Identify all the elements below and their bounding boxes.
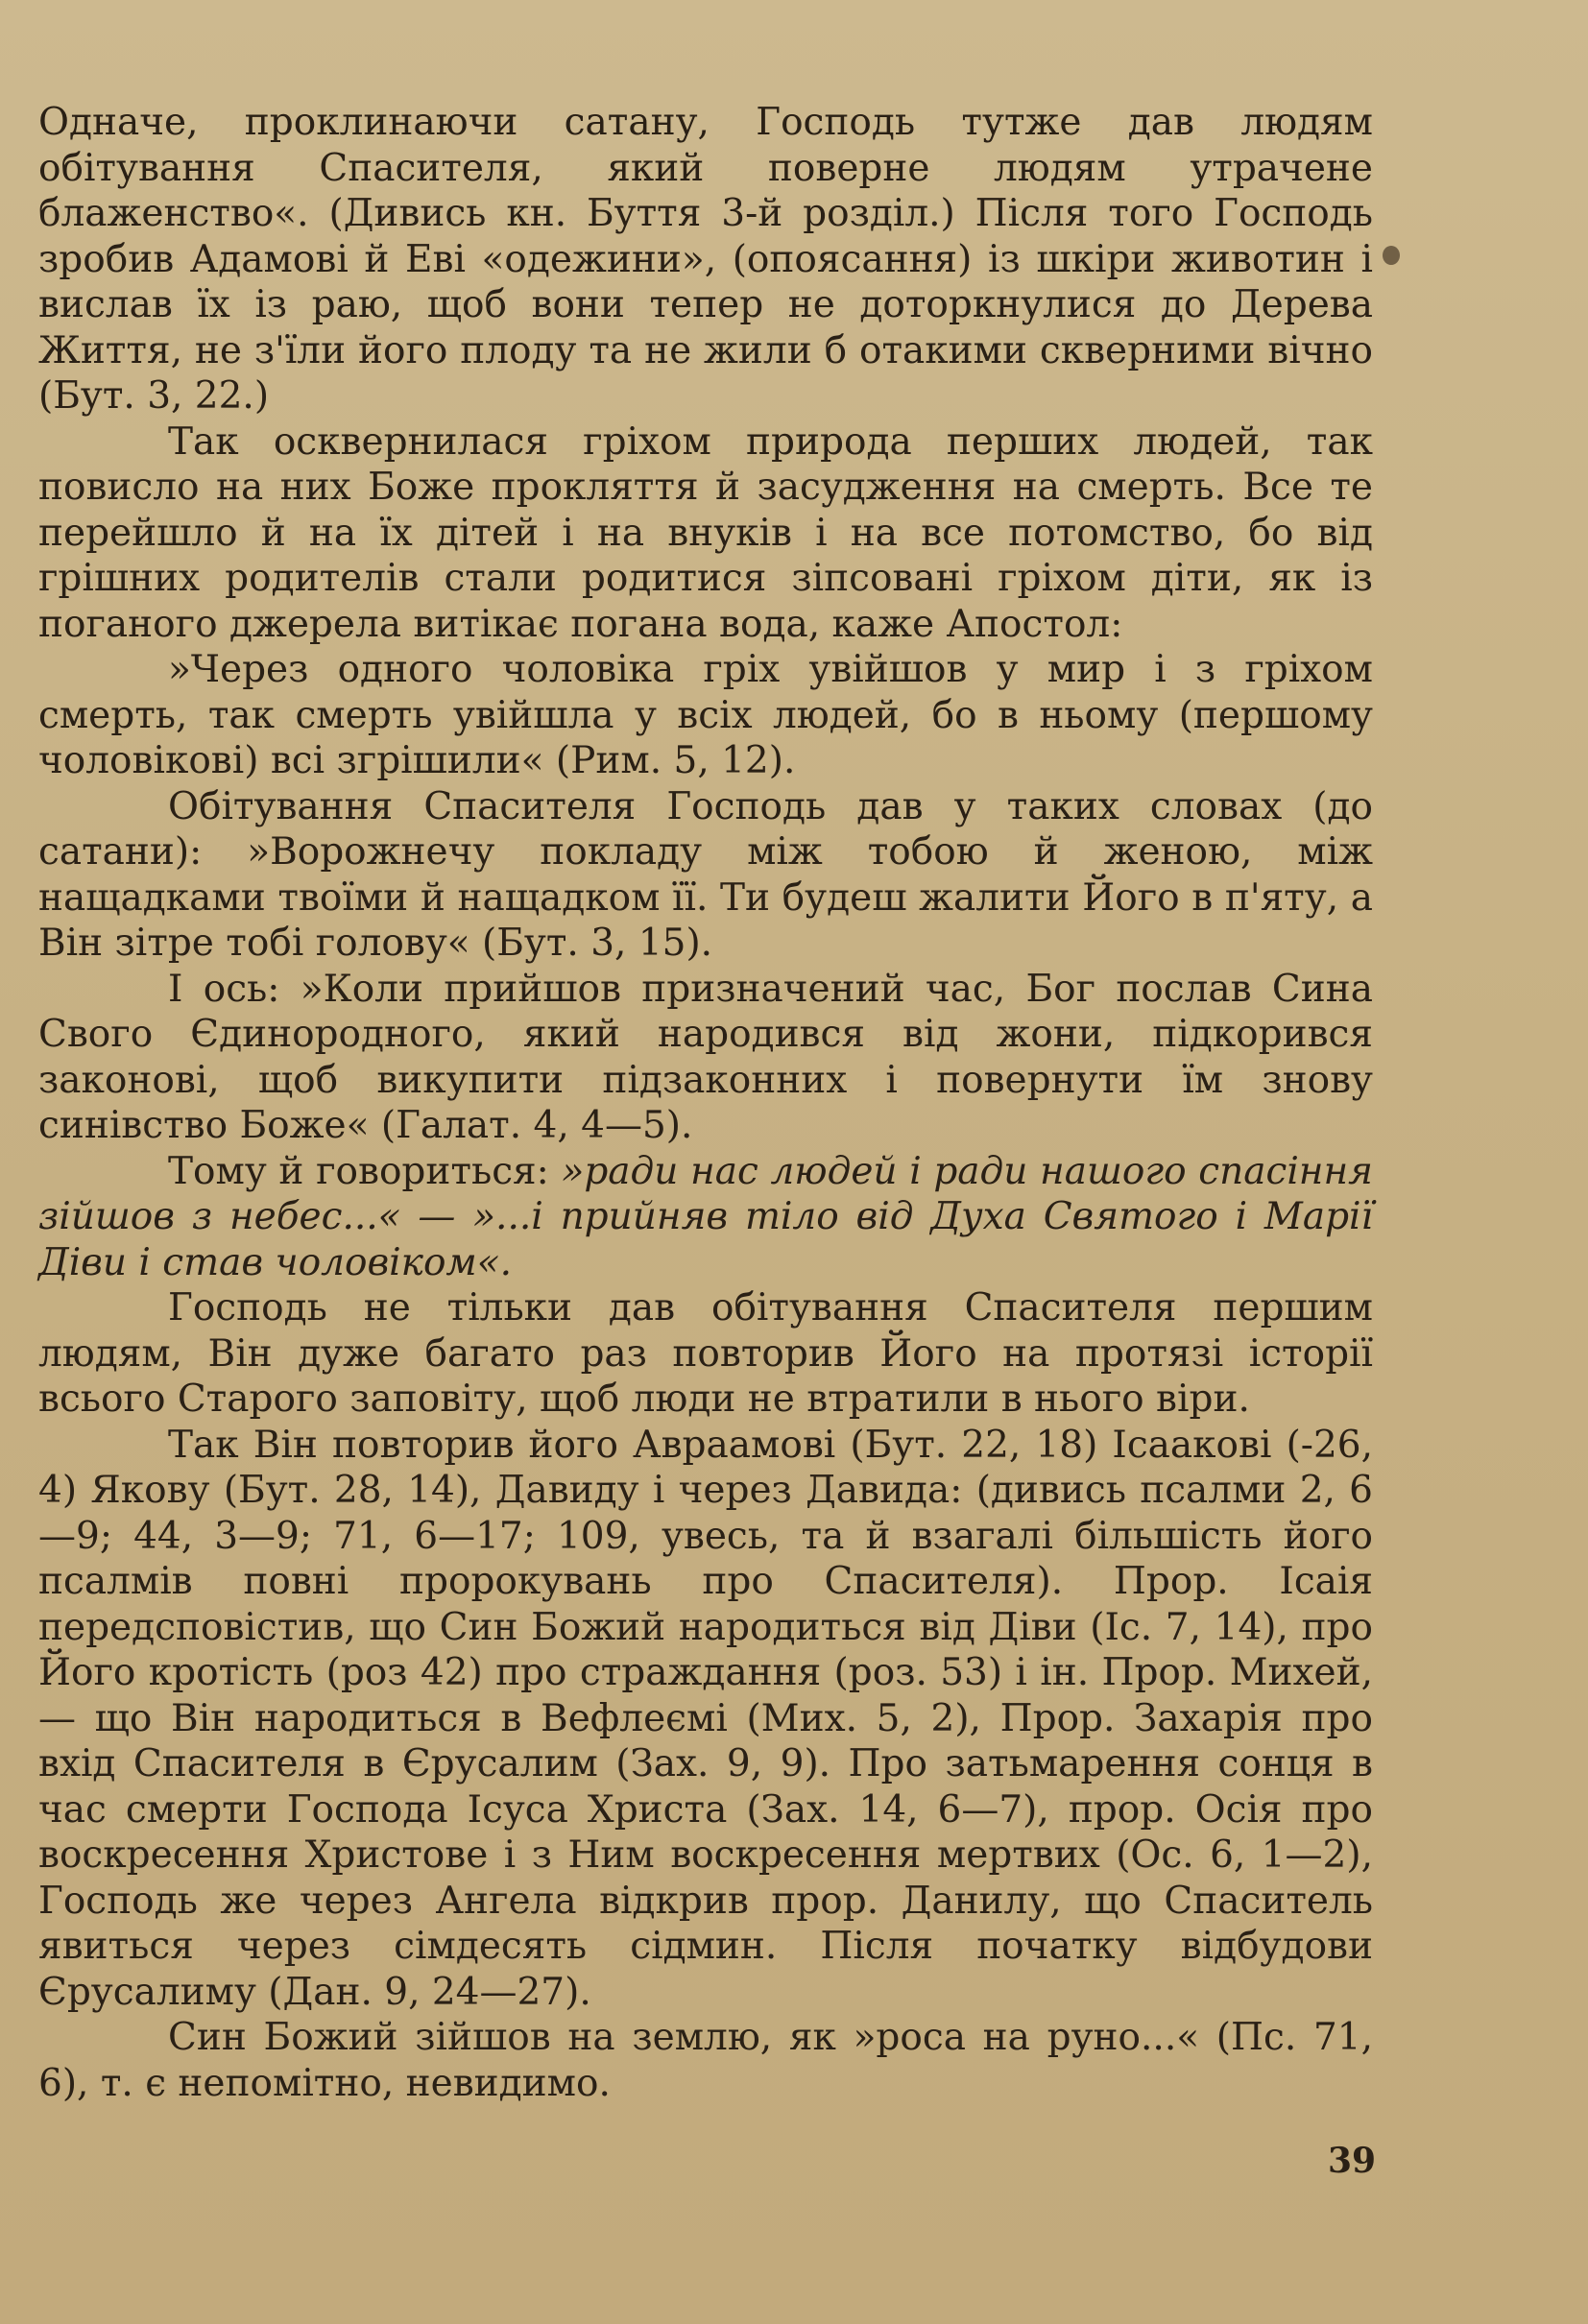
paragraph-2: Так осквернилася гріхом природа перших людей, так повисло на них Боже прокляття й засудження на смерть. Все те перейшло й на їх дітей і на внуків і на все потомство, бо від грішних родителів стали родитися зіпсовані гріхом діти, як із поганого джерела витікає погана вода, каже Апостол: [38,419,1373,646]
paragraph-7: Господь не тільки дав обітування Спасителя першим людям, Він дуже багато раз повторив Його на протязі історії всього Старого заповіту, щоб люди не втратили в нього віри. [38,1286,1373,1421]
page-number: 39 [1328,2141,1377,2181]
creed-quote: »ради нас людей і ради нашого спасіння зійшов з небес...« — »...і прийняв тіло від Духа Святого і Марії Діви і став чоловіком«. [38,1149,1373,1284]
ink-stain [1383,246,1400,265]
paragraph-5: І ось: »Коли прийшов призначений час, Бог послав Сина Свого Єдинородного, який народився від жони, підкорився законові, щоб викупити підзаконних і повернути їм знову синівство Боже« (Галат. 4, 4—5). [38,967,1373,1147]
paragraph-3-quote: »Через одного чоловіка гріх увійшов у мир і з гріхом смерть, так смерть увійшла у всіх людей, бо в ньому (першому чоловікові) всі згрішили« (Рим. 5, 12). [38,648,1373,782]
page-body [38,100,1373,2106]
paragraph-6: Тому й говориться: »ради нас людей і ради нашого спасіння зійшов з небес...« — »...і прийняв тіло від Духа Святого і Марії Діви і став чоловіком«. [38,1149,1373,1284]
paragraph-1: Одначе, проклинаючи сатану, Господь тутже дав людям обітування Спасителя, який поверне людям утрачене блаженство«. (Дивись кн. Буття 3-й розділ.) Після того Господь зробив Адамові й Еві «одежини», (опоясання) із шкіри животин і вислав їх із раю, щоб вони тепер не доторкнулися до Дерева Життя, не з'їли його плоду та не жили б отакими скверними вічно (Бут. 3, 22.) [38,101,1373,418]
paragraph-8: Так Він повторив його Авраамові (Бут. 22, 18) Ісаакові (-26, 4) Якову (Бут. 28, 14), Давиду і через Давида: (дивись псалми 2, 6—9; 44, 3—9; 71, 6—17; 109, увесь, та й взагалі більшість його псалмів повні пророкувань про Спасителя). Прор. Ісаія передсповістив, що Син Божий народиться від Діви (Іс. 7, 14), про Його кротість (роз 42) про страждання (роз. 53) і ін. Прор. Михей, — що Він народиться в Вефлеємі (Мих. 5, 2), Прор. Захарія про вхід Спасителя в Єрусалим (Зах. 9, 9). Про затьмарення сонця в час смерти Господа Ісуса Христа (Зах. 14, 6—7), прор. Осія про воскресення Христове і з Ним воскресення мертвих (Ос. 6, 1—2), Господь же через Ангела відкрив прор. Данилу, що Спаситель явиться через сімдесять сідмин. Після початку відбудови Єрусалиму (Дан. 9, 24—27). [38,1423,1373,2014]
paragraph-4: Обітування Спасителя Господь дав у таких словах (до сатани): »Ворожнечу покладу між тобою й женою, між нащадками твоїми й нащадком її. Ти будеш жалити Його в п'яту, а Він зітре тобі голову« (Бут. 3, 15). [38,784,1373,965]
paragraph-9: Син Божий зійшов на землю, як »роса на руно...« (Пс. 71, 6), т. є непомітно, невидимо. [38,2016,1373,2105]
